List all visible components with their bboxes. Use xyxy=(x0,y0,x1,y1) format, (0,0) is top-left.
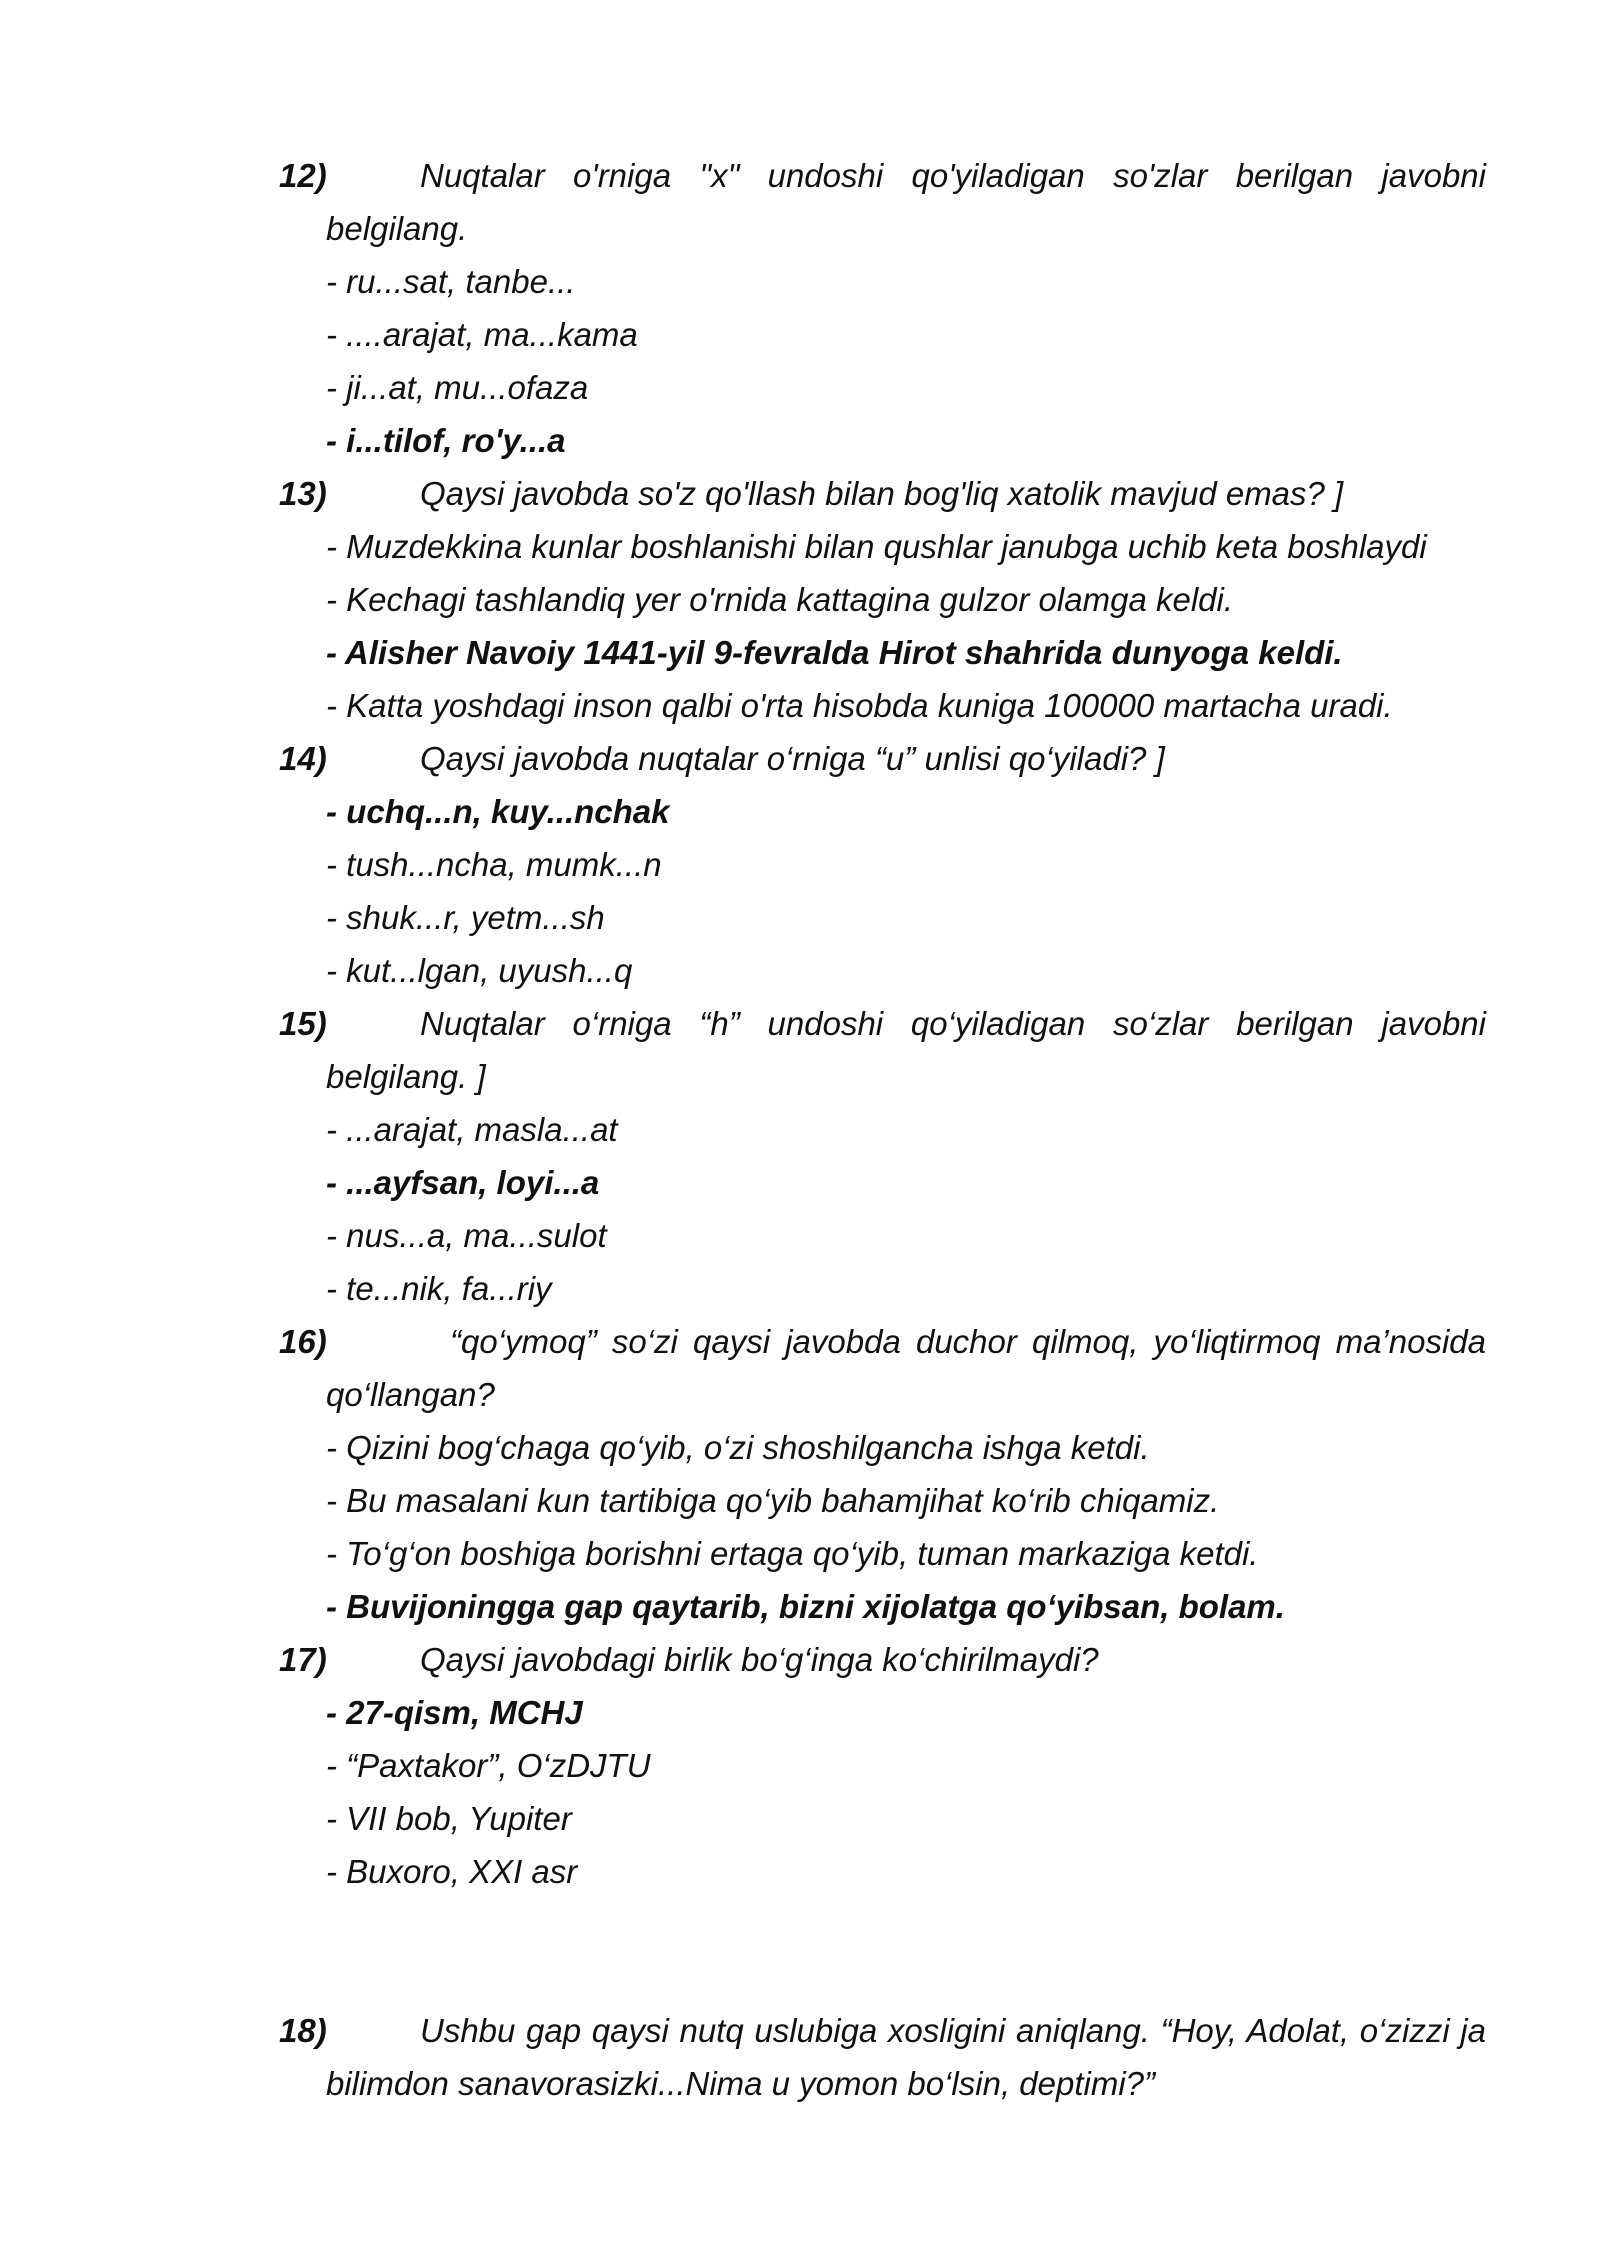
answer-option: - Kechagi tashlandiq yer o'rnida kattagina gulzor olamga keldi. xyxy=(326,581,1234,618)
question-17 xyxy=(279,1633,1486,1686)
answer-option: - shuk...r, yetm...sh xyxy=(326,899,605,936)
correct-answer-option: - 27-qism, MCHJ xyxy=(326,1694,583,1731)
answer-option: - kut...lgan, uyush...q xyxy=(326,952,633,989)
question-text: Qaysi javobda so'z qo'llash bilan bog'liq xatolik mavjud emas? ] xyxy=(420,475,1344,512)
answer-option: - Bu masalani kun tartibiga qo‘yib bahamjihat ko‘rib chiqamiz. xyxy=(326,1482,1220,1519)
answer-option: - Katta yoshdagi inson qalbi o'rta hisobda kuniga 100000 martacha uradi. xyxy=(326,687,1393,724)
answer-option: - ru...sat, tanbe... xyxy=(326,263,576,300)
answer-option: - VII bob, Yupiter xyxy=(326,1800,572,1837)
question-number: 14) xyxy=(279,740,327,777)
answer-option: - Muzdekkina kunlar boshlanishi bilan qushlar janubga uchib keta boshlaydi xyxy=(326,528,1427,565)
question-13 xyxy=(279,467,1486,520)
question-number: 18) xyxy=(279,2012,327,2049)
question-text: “qo‘ymoq” so‘zi qaysi javobda duchor qilmoq, yo‘liqtirmoq ma’nosida qo‘llangan? xyxy=(326,1323,1486,1413)
question-text: Qaysi javobdagi birlik bo‘g‘inga ko‘chirilmaydi? xyxy=(420,1641,1099,1678)
question-list xyxy=(279,149,1486,2110)
answer-option: - To‘g‘on boshiga borishni ertaga qo‘yib, tuman markaziga ketdi. xyxy=(326,1535,1259,1572)
question-14 xyxy=(279,732,1486,785)
question-16 xyxy=(279,1315,1486,1421)
correct-answer-option: - Buvijoningga gap qaytarib, bizni xijolatga qo‘yibsan, bolam. xyxy=(326,1588,1285,1625)
question-text: Ushbu gap qaysi nutq uslubiga xosligini aniqlang. “Hoy, Adolat, o‘zizzi ja bilimdon sanavorasizki...Nima u yomon bo‘lsin, deptimi?” xyxy=(326,2012,1486,2102)
question-text: Qaysi javobda nuqtalar o‘rniga “u” unlisi qo‘yiladi? ] xyxy=(420,740,1165,777)
correct-answer-option: - Alisher Navoiy 1441-yil 9-fevralda Hirot shahrida dunyoga keldi. xyxy=(326,634,1343,671)
question-number: 16) xyxy=(279,1323,327,1360)
answer-option: - ....arajat, ma...kama xyxy=(326,316,638,353)
blank-space xyxy=(279,1898,1486,2004)
correct-answer-option: - ...ayfsan, loyi...a xyxy=(326,1164,600,1201)
question-12 xyxy=(279,149,1486,255)
question-number: 15) xyxy=(279,1005,327,1042)
answer-option: - tush...ncha, mumk...n xyxy=(326,846,662,883)
answer-option: - nus...a, ma...sulot xyxy=(326,1217,607,1254)
correct-answer-option: - i...tilof, ro'y...a xyxy=(326,422,566,459)
question-number: 13) xyxy=(279,475,327,512)
question-15 xyxy=(279,997,1486,1103)
question-text: Nuqtalar o'rniga "x" undoshi qo'yiladigan so'zlar berilgan javobni belgilang. xyxy=(326,157,1486,247)
question-number: 17) xyxy=(279,1641,327,1678)
answer-option: - te...nik, fa...riy xyxy=(326,1270,552,1307)
answer-option: - Qizini bog‘chaga qo‘yib, o‘zi shoshilgancha ishga ketdi. xyxy=(326,1429,1150,1466)
answer-option: - Buxoro, XXI asr xyxy=(326,1853,578,1890)
question-text: Nuqtalar o‘rniga “h” undoshi qo‘yiladigan so‘zlar berilgan javobni belgilang. ] xyxy=(326,1005,1486,1095)
question-number: 12) xyxy=(279,157,327,194)
answer-option: - ji...at, mu...ofaza xyxy=(326,369,589,406)
answer-option: - “Paxtakor”, O‘zDJTU xyxy=(326,1747,651,1784)
question-18 xyxy=(279,2004,1486,2110)
answer-option: - ...arajat, masla...at xyxy=(326,1111,618,1148)
correct-answer-option: - uchq...n, kuy...nchak xyxy=(326,793,670,830)
